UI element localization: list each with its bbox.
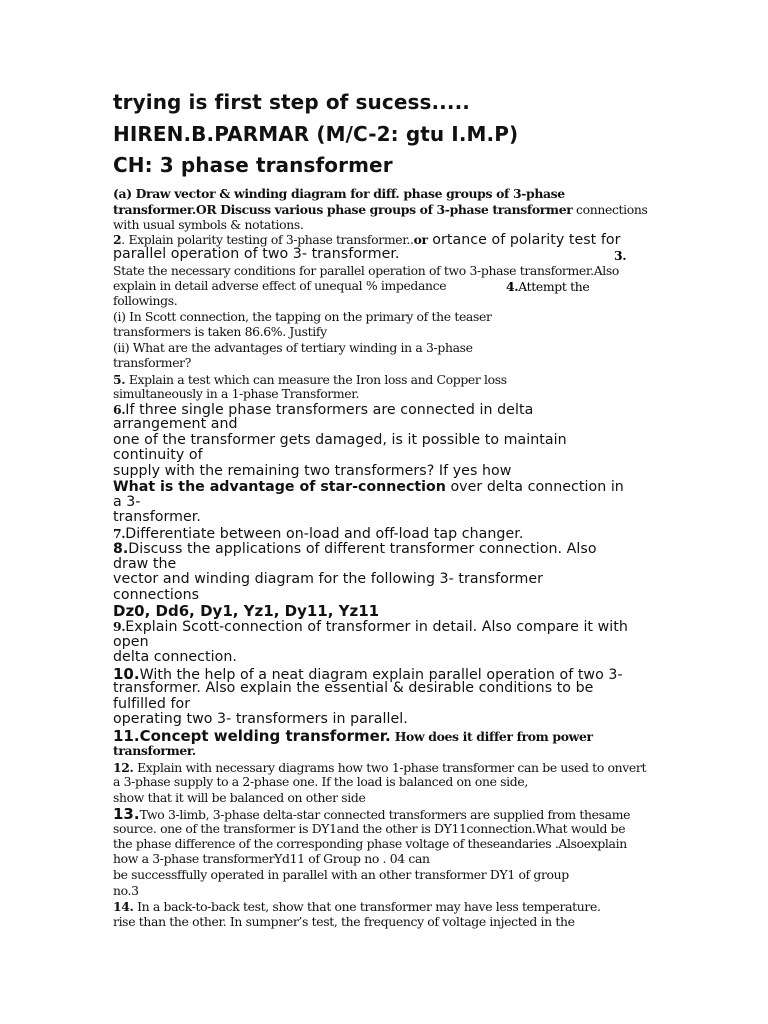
q14-line2: rise than the other. In sumpner’s test, the frequency of voltage injected in the bbox=[113, 914, 575, 929]
q1-line1: (a) Draw vector & winding diagram for diff. phase groups of 3-phase bbox=[113, 186, 565, 201]
q9-line2: open bbox=[113, 634, 149, 650]
q3-number: 3. bbox=[614, 248, 627, 263]
q6-line6-rest: over delta connection in bbox=[445, 479, 624, 495]
chapter-heading: CH: 3 phase transformer bbox=[113, 153, 393, 177]
q2-line2: parallel operation of two 3- transformer. bbox=[113, 246, 400, 262]
q13-line4: how a 3-phase transformerYd11 of Group no . 04 can bbox=[113, 851, 430, 866]
q8-number: 8. bbox=[113, 541, 129, 557]
q4-line1: (i) In Scott connection, the tapping on the primary of the teaser bbox=[113, 309, 492, 324]
q10-line2: transformer. Also explain the essential & desirable conditions to be bbox=[113, 680, 594, 696]
q6-line3: one of the transformer gets damaged, is it possible to maintain bbox=[113, 432, 567, 448]
q4-number: 4. bbox=[506, 279, 519, 294]
q7-text: Differentiate between on-load and off-load tap changer. bbox=[125, 526, 524, 542]
q1-line2-bold: transformer.OR Discuss various phase groups of 3-phase transformer bbox=[113, 202, 573, 217]
q5-text: Explain a test which can measure the Iron loss and Copper loss bbox=[125, 372, 507, 387]
q10-line3: fulfilled for bbox=[113, 696, 191, 712]
q4-line3: (ii) What are the advantages of tertiary winding in a 3-phase bbox=[113, 340, 473, 355]
q13-number: 13. bbox=[113, 805, 140, 823]
q5-number: 5. bbox=[113, 372, 126, 387]
q13-text: Two 3-limb, 3-phase delta-star connected transformers are supplied from thesame bbox=[139, 807, 631, 822]
q12-line3: show that it will be balanced on other side bbox=[113, 790, 366, 805]
q5-line2: simultaneously in a 1-phase Transformer. bbox=[113, 386, 360, 401]
q6-line7: a 3- bbox=[113, 494, 141, 510]
q9-number: 9. bbox=[113, 619, 126, 634]
q6-number: 6. bbox=[113, 402, 126, 417]
q6-text: If three single phase transformers are connected in delta bbox=[125, 402, 534, 418]
q11-line2: transformer. bbox=[113, 743, 196, 758]
q2-text-c: ortance of polarity test for bbox=[427, 232, 621, 248]
q11-question-text: How does it differ from power bbox=[390, 729, 593, 744]
q1-line2-rest: connections bbox=[572, 202, 648, 217]
q6-line5: supply with the remaining two transformers? If yes how bbox=[113, 463, 512, 479]
q2-number: 2 bbox=[113, 232, 122, 247]
q10-text: With the help of a neat diagram explain parallel operation of two 3- bbox=[139, 667, 623, 683]
q2-or: or bbox=[413, 232, 428, 247]
q12-text: Explain with necessary diagrams how two 1-phase transformer can be used to onvert bbox=[133, 760, 647, 775]
q3-line1: State the necessary conditions for parallel operation of two 3-phase transformer.Also bbox=[113, 263, 620, 278]
q4-title: Attempt the bbox=[518, 279, 590, 294]
q6-star-connection-bold: What is the advantage of star-connection bbox=[113, 479, 446, 495]
q14-text: In a back-to-back test, show that one transformer may have less temperature. bbox=[133, 899, 601, 914]
q6-line2: arrangement and bbox=[113, 416, 238, 432]
q7-number: 7. bbox=[113, 526, 126, 541]
q3-line3: followings. bbox=[113, 293, 178, 308]
q9-text: Explain Scott-connection of transformer in detail. Also compare it with bbox=[125, 619, 628, 635]
q9-line3: delta connection. bbox=[113, 649, 237, 665]
q11-concept-text: 11.Concept welding transformer. bbox=[113, 727, 391, 745]
q8-line2: draw the bbox=[113, 556, 177, 572]
q8-text: Discuss the applications of different transformer connection. Also bbox=[128, 541, 597, 557]
q8-line4: connections bbox=[113, 587, 200, 603]
q13-line3: the phase difference of the corresponding phase voltage of theseandaries .Alsoexplain bbox=[113, 836, 627, 851]
q8-vector-groups: Dz0, Dd6, Dy1, Yz1, Dy11, Yz11 bbox=[113, 602, 380, 620]
motto-heading: trying is first step of sucess..... bbox=[113, 90, 470, 114]
author-heading: HIREN.B.PARMAR (M/C-2: gtu I.M.P) bbox=[113, 122, 519, 146]
q6-line4: continuity of bbox=[113, 447, 203, 463]
q6-line6 bbox=[113, 478, 624, 496]
q10-number: 10. bbox=[113, 665, 140, 683]
q14-number: 14. bbox=[113, 899, 134, 914]
q1-line3: with usual symbols & notations. bbox=[113, 217, 304, 232]
q2-text-a: . Explain polarity testing of 3-phase transformer.. bbox=[121, 232, 414, 247]
q13-line5: be successffully operated in parallel with an other transformer DY1 of group bbox=[113, 867, 569, 882]
q12-line2: a 3-phase supply to a 2-phase one. If the load is balanced on one side, bbox=[113, 774, 528, 789]
q8-line1 bbox=[113, 540, 597, 558]
q12-number: 12. bbox=[113, 760, 134, 775]
q8-line3: vector and winding diagram for the following 3- transformer bbox=[113, 571, 544, 587]
q9-line1 bbox=[113, 618, 628, 636]
q13-line6: no.3 bbox=[113, 883, 139, 898]
q6-line8: transformer. bbox=[113, 509, 201, 525]
q4-line4: transformer? bbox=[113, 355, 192, 370]
q4-heading bbox=[506, 278, 589, 296]
q3-line2: explain in detail adverse effect of unequal % impedance bbox=[113, 278, 447, 293]
q4-line2: transformers is taken 86.6%. Justify bbox=[113, 324, 327, 339]
q10-line4: operating two 3- transformers in parallel. bbox=[113, 711, 408, 727]
q13-line2: source. one of the transformer is DY1and the other is DY11connection.What would be bbox=[113, 821, 626, 836]
